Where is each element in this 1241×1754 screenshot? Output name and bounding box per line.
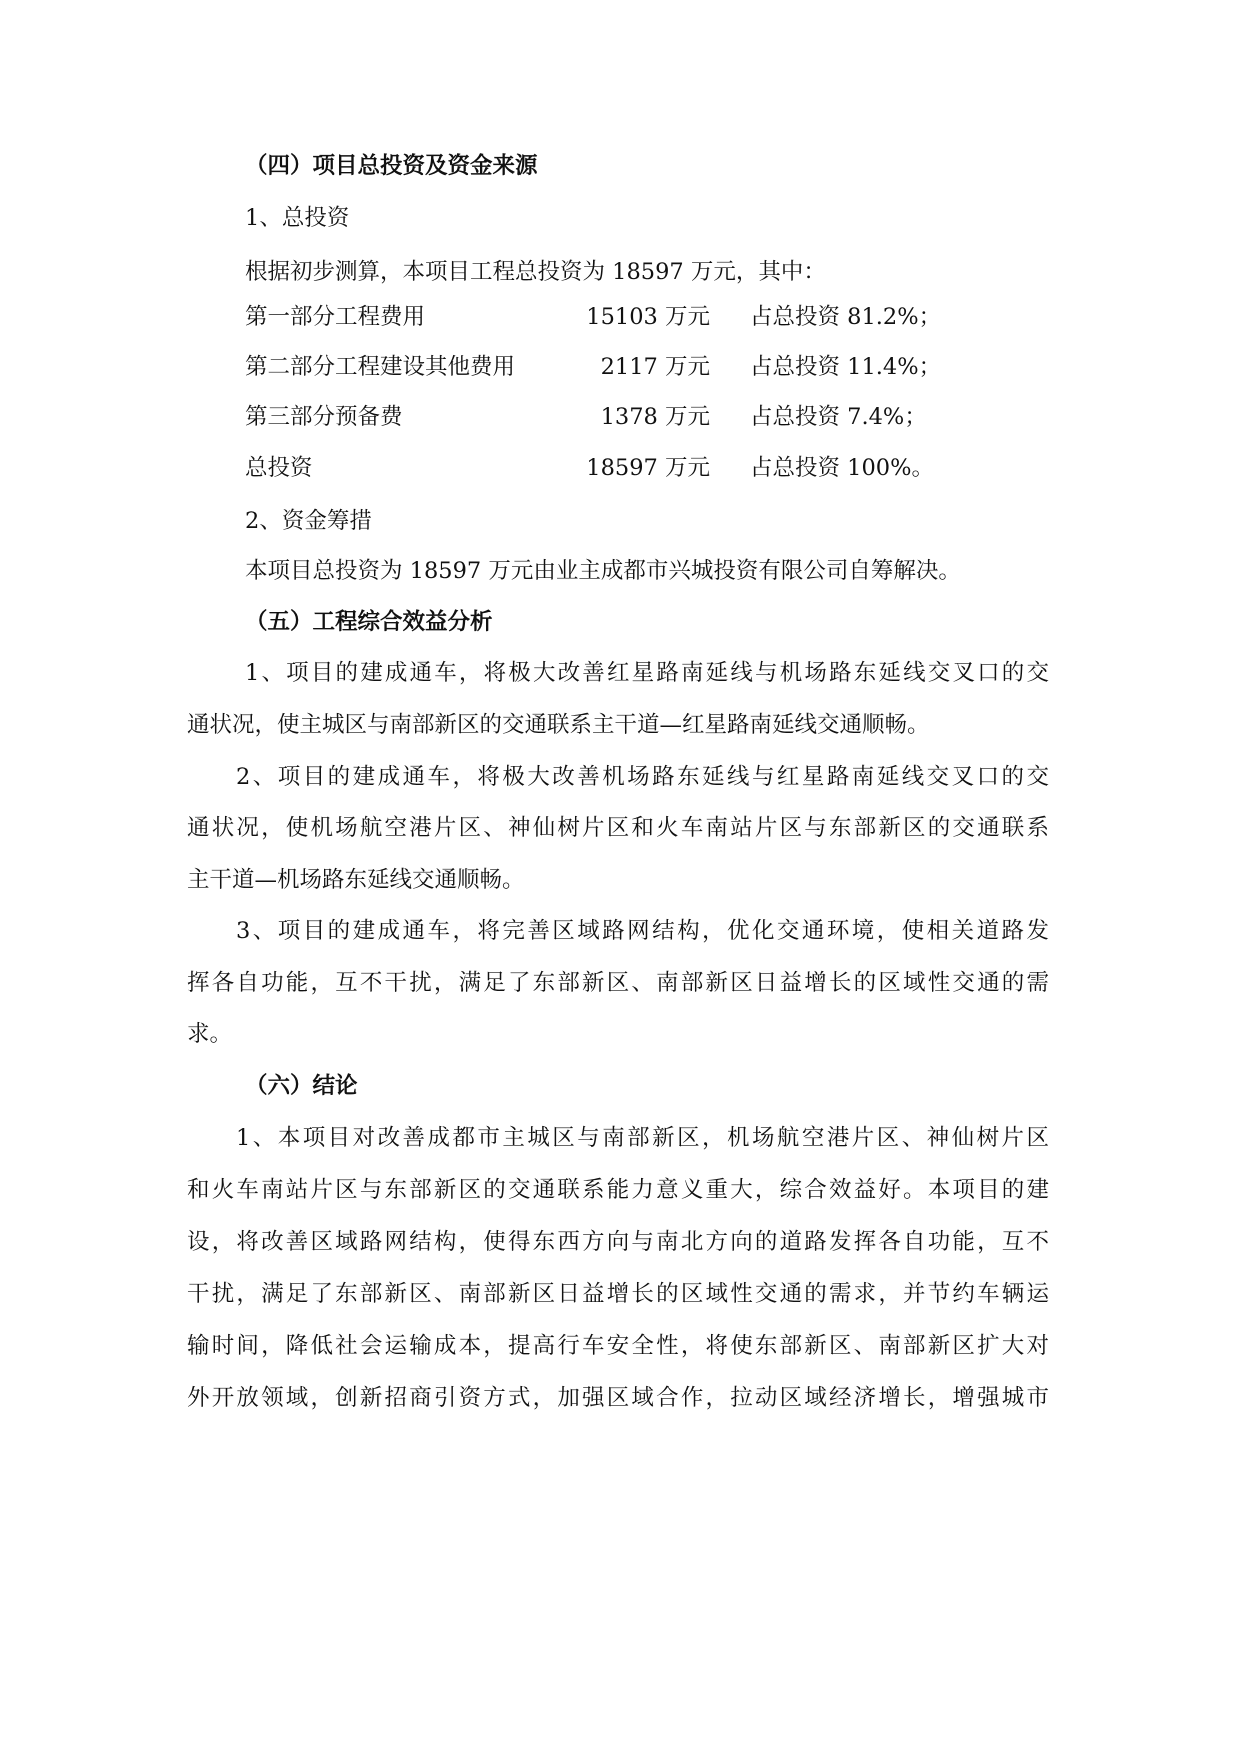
- section-heading-investment: （四）项目总投资及资金来源: [245, 153, 538, 179]
- cost-name: 总投资: [245, 455, 313, 481]
- paragraph-line: 设，将改善区域路网结构，使得东西方向与南北方向的道路发挥各自功能，互不: [187, 1229, 1049, 1255]
- paragraph-line: 2、项目的建成通车，将极大改善机场路东延线与红星路南延线交叉口的交: [236, 764, 1049, 790]
- paragraph-line: 主干道—机场路东延线交通顺畅。: [187, 867, 525, 893]
- paragraph-line: 通状况，使机场航空港片区、神仙树片区和火车南站片区与东部新区的交通联系: [187, 815, 1049, 841]
- cost-share: 占总投资 7.4%；: [750, 404, 927, 430]
- cost-name: 第三部分预备费: [245, 404, 403, 430]
- cost-name: 第二部分工程建设其他费用: [245, 354, 516, 380]
- cost-row: [245, 453, 965, 483]
- paragraph-line: 通状况，使主城区与南部新区的交通联系主干道—红星路南延线交通顺畅。: [187, 712, 930, 738]
- investment-intro: 根据初步测算，本项目工程总投资为 18597 万元，其中：: [245, 259, 826, 285]
- subheading-funding: 2、资金筹措: [245, 508, 372, 534]
- section-heading-benefit: （五）工程综合效益分析: [245, 609, 493, 635]
- paragraph-line: 干扰，满足了东部新区、南部新区日益增长的区域性交通的需求，并节约车辆运: [187, 1281, 1049, 1307]
- cost-share: 占总投资 81.2%；: [750, 304, 942, 330]
- paragraph-line: 求。: [187, 1021, 233, 1047]
- cost-amount: 1378 万元: [600, 404, 710, 430]
- paragraph-line: 3、项目的建成通车，将完善区域路网结构，优化交通环境，使相关道路发: [236, 918, 1049, 944]
- paragraph-line: 1、本项目对改善成都市主城区与南部新区，机场航空港片区、神仙树片区: [236, 1125, 1049, 1151]
- paragraph-line: 和火车南站片区与东部新区的交通联系能力意义重大，综合效益好。本项目的建: [187, 1177, 1049, 1203]
- cost-share: 占总投资 11.4%；: [750, 354, 942, 380]
- cost-row: [245, 302, 965, 332]
- paragraph-line: 输时间，降低社会运输成本，提高行车安全性，将使东部新区、南部新区扩大对: [187, 1333, 1049, 1359]
- paragraph-line: 外开放领域，创新招商引资方式，加强区域合作，拉动区域经济增长，增强城市: [187, 1385, 1049, 1411]
- cost-name: 第一部分工程费用: [245, 304, 426, 330]
- cost-amount: 2117 万元: [600, 354, 710, 380]
- paragraph-line: 挥各自功能，互不干扰，满足了东部新区、南部新区日益增长的区域性交通的需: [187, 970, 1049, 996]
- cost-amount: 18597 万元: [586, 455, 710, 481]
- cost-amount: 15103 万元: [586, 304, 710, 330]
- section-heading-conclusion: （六）结论: [245, 1073, 358, 1099]
- funding-text: 本项目总投资为 18597 万元由业主成都市兴城投资有限公司自筹解决。: [245, 558, 961, 584]
- paragraph-line: 1、项目的建成通车，将极大改善红星路南延线与机场路东延线交叉口的交: [245, 660, 1049, 686]
- cost-share: 占总投资 100%。: [750, 455, 934, 481]
- cost-row: [245, 352, 965, 382]
- subheading-total-investment: 1、总投资: [245, 205, 350, 231]
- cost-row: [245, 402, 965, 432]
